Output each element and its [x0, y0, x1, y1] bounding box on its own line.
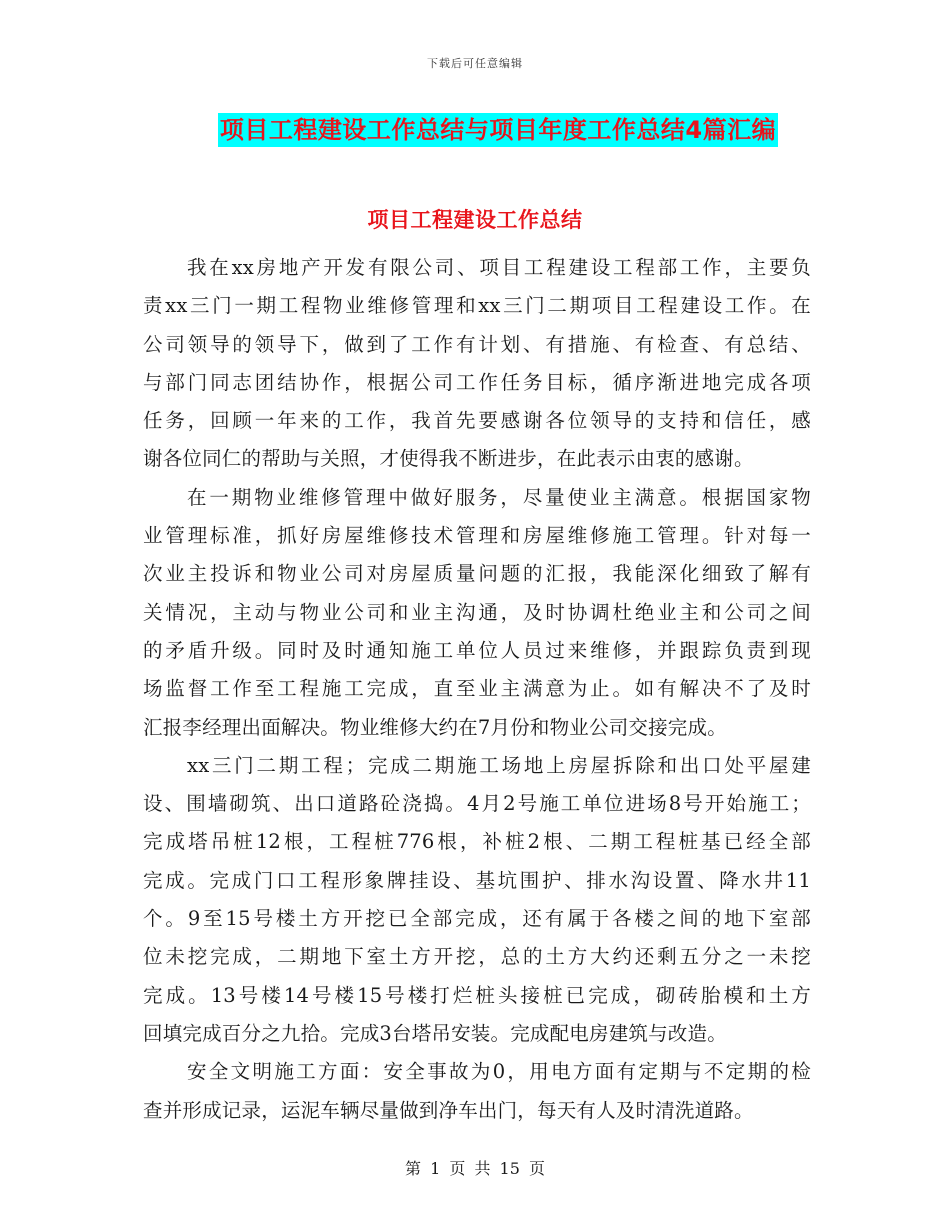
section-title: 项目工程建设工作总结 — [367, 208, 583, 232]
paragraph — [143, 479, 811, 747]
paragraph-line: 的矛盾升级。同时及时通知施工单位人员过来维修，并跟踪负责到现 — [143, 638, 811, 662]
paragraph-line: 完成。完成门口工程形象牌挂设、基坑围护、排水沟设置、降水井11 — [143, 868, 811, 892]
paragraph-line: 完成塔吊桩12根，工程桩776根，补桩2根、二期工程桩基已经全部 — [143, 830, 811, 854]
paragraph-line: 安全文明施工方面：安全事故为0，用电方面有定期与不定期的检 — [187, 1060, 811, 1084]
paragraph-line: 业管理标准，抓好房屋维修技术管理和房屋维修施工管理。针对每一 — [143, 524, 811, 548]
paragraph-line: 我在xx房地产开发有限公司、项目工程建设工程部工作，主要负 — [187, 256, 811, 279]
main-title-wrap — [0, 113, 950, 147]
paragraph-line: 汇报李经理出面解决。物业维修大约在7月份和物业公司交接完成。 — [143, 715, 727, 739]
document-body — [143, 249, 811, 1130]
paragraph-line: 谢各位同仁的帮助与关照，才使得我不断进步，在此表示由衷的感谢。 — [143, 447, 754, 471]
paragraph-line: 场监督工作至工程施工完成，直至业主满意为止。如有解决不了及时 — [143, 677, 811, 701]
paragraph-line: 设、围墙砌筑、出口道路砼浇捣。4月2号施工单位进场8号开始施工； — [143, 792, 811, 816]
paragraph-line: 个。9至15号楼土方开挖已全部完成，还有属于各楼之间的地下室部 — [143, 907, 811, 931]
paragraph — [143, 747, 811, 1053]
paragraph-line: 与部门同志团结协作，根据公司工作任务目标，循序渐进地完成各项 — [143, 370, 811, 394]
paragraph-line: 位未挖完成，二期地下室土方开挖，总的土方大约还剩五分之一未挖 — [143, 945, 811, 969]
paragraph-line: 完成。13号楼14号楼15号楼打烂桩头接桩已完成，砌砖胎模和土方 — [143, 983, 811, 1007]
header-note: 下载后可任意编辑 — [427, 57, 523, 70]
paragraph-line: xx三门二期工程；完成二期施工场地上房屋拆除和出口处平屋建 — [187, 753, 811, 777]
paragraph — [143, 1053, 811, 1130]
paragraph-line: 任务，回顾一年来的工作，我首先要感谢各位领导的支持和信任，感 — [143, 409, 811, 433]
paragraph-line: 回填完成百分之九拾。完成3台塔吊安装。完成配电房建筑与改造。 — [143, 1021, 727, 1045]
paragraph-line: 次业主投诉和物业公司对房屋质量问题的汇报，我能深化细致了解有 — [143, 562, 811, 586]
paragraph-line: 在一期物业维修管理中做好服务，尽量使业主满意。根据国家物 — [187, 485, 811, 509]
main-title: 项目工程建设工作总结与项目年度工作总结4篇汇编 — [218, 113, 778, 147]
paragraph-line: 关情况，主动与物业公司和业主沟通，及时协调杜绝业主和公司之间 — [143, 600, 811, 624]
paragraph-line: 责xx三门一期工程物业维修管理和xx三门二期项目工程建设工作。在 — [143, 294, 811, 318]
paragraph — [143, 249, 811, 479]
page-footer: 第 1 页 共 15 页 — [405, 1159, 545, 1178]
paragraph-line: 查并形成记录，运泥车辆尽量做到净车出门，每天有人及时清洗道路。 — [143, 1098, 754, 1122]
paragraph-line: 公司领导的领导下，做到了工作有计划、有措施、有检查、有总结、 — [143, 332, 811, 356]
